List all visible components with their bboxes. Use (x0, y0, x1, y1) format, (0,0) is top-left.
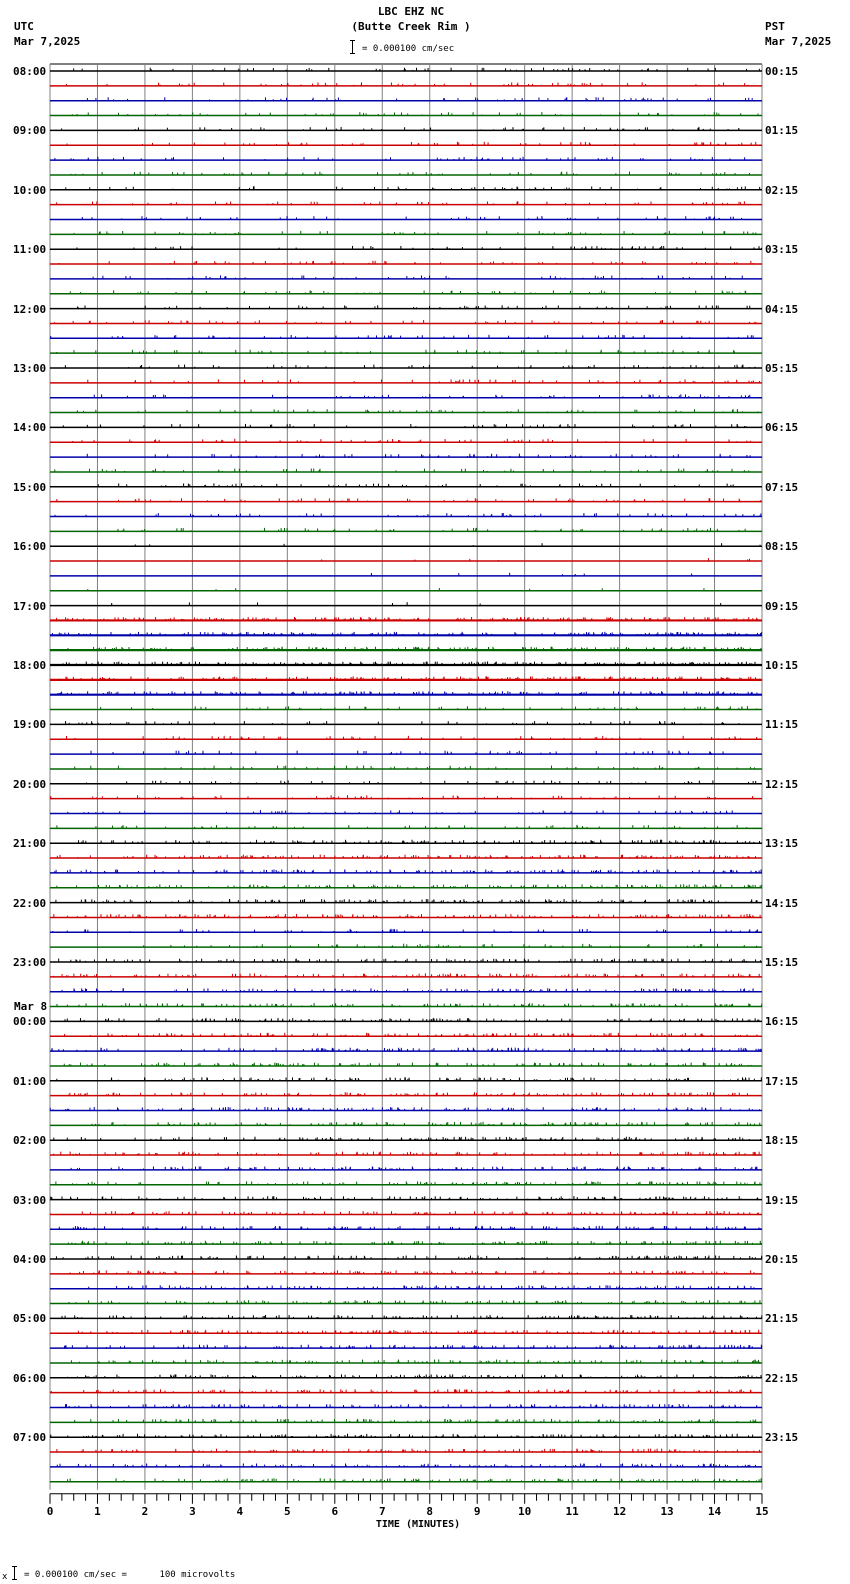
pst-hour-label: 04:15 (765, 302, 799, 316)
left-date-label: Mar 7,2025 (14, 35, 81, 48)
utc-hour-label: 04:00 (13, 1253, 47, 1266)
pst-hour-label: 08:15 (765, 540, 799, 554)
x-tick-label: 14 (707, 1504, 722, 1518)
utc-hour-label: 11:00 (13, 243, 47, 257)
pst-hour-label: 11:15 (765, 718, 799, 732)
utc-hour-label: 14:00 (13, 421, 47, 435)
pst-hour-label: 06:15 (765, 421, 799, 435)
utc-hour-label: 06:00 (13, 1371, 47, 1385)
pst-hour-label: 02:15 (765, 183, 799, 197)
x-tick-label: 13 (660, 1504, 674, 1518)
x-tick-label: 1 (94, 1504, 101, 1518)
utc-hour-label: 18:00 (13, 659, 47, 672)
pst-hour-label: 15:15 (765, 956, 799, 969)
pst-hour-label: 05:15 (765, 362, 799, 375)
pst-hour-label: 17:15 (765, 1074, 799, 1088)
utc-hour-label: 09:00 (13, 124, 47, 138)
station-title: LBC EHZ NC (377, 5, 445, 18)
pst-hour-label: 16:15 (765, 1015, 799, 1029)
x-tick-label: 6 (331, 1504, 339, 1518)
x-tick-label: 5 (284, 1504, 291, 1518)
utc-hour-label: 22:00 (13, 896, 47, 910)
pst-hour-label: 07:15 (765, 480, 799, 494)
pst-hour-label: 10:15 (765, 659, 799, 672)
x-tick-label: 3 (189, 1504, 196, 1518)
utc-hour-label: 01:00 (13, 1074, 47, 1088)
pst-hour-label: 03:15 (765, 243, 799, 257)
utc-hour-label: 20:00 (13, 777, 47, 791)
utc-hour-label: 12:00 (13, 302, 47, 316)
pst-hour-label: 12:15 (765, 777, 799, 791)
utc-hour-label: 15:00 (13, 480, 47, 494)
utc-hour-label: 19:00 (13, 718, 47, 732)
x-tick-label: 15 (755, 1504, 769, 1518)
right-date-label: Mar 7,2025 (765, 35, 832, 48)
footer-scale-bar-icon (14, 1566, 15, 1580)
utc-date-change-label: Mar 8 (14, 1000, 48, 1014)
x-tick-label: 10 (518, 1504, 532, 1518)
x-tick-label: 9 (473, 1504, 481, 1518)
x-tick-label: 4 (236, 1504, 244, 1518)
utc-hour-label: 07:00 (13, 1431, 47, 1445)
utc-hour-label: 16:00 (13, 540, 47, 554)
scale-label: = 0.000100 cm/sec (362, 44, 455, 54)
x-axis-title: TIME (MINUTES) (375, 1518, 461, 1530)
x-tick-label: 7 (378, 1504, 386, 1518)
pst-hour-label: 21:15 (765, 1312, 799, 1326)
pst-hour-label: 13:15 (765, 837, 799, 851)
x-tick-label: 12 (612, 1504, 627, 1518)
pst-hour-label: 23:15 (765, 1431, 799, 1445)
utc-hour-label: 02:00 (13, 1134, 47, 1148)
footer-prefix-mark: x (2, 1572, 8, 1582)
utc-hour-label: 21:00 (13, 837, 47, 851)
pst-hour-label: 00:15 (765, 65, 799, 78)
utc-hour-label: 10:00 (13, 183, 47, 197)
utc-hour-label: 00:00 (13, 1015, 47, 1029)
pst-hour-label: 22:15 (765, 1371, 799, 1385)
pst-hour-label: 19:15 (765, 1193, 799, 1207)
x-tick-label: 8 (426, 1504, 434, 1518)
footer-scale-note: = 0.000100 cm/sec = 100 microvolts (24, 1570, 236, 1580)
utc-hour-label: 08:00 (13, 65, 47, 78)
left-timezone-label: UTC (14, 20, 34, 33)
pst-hour-label: 18:15 (765, 1134, 799, 1148)
pst-hour-label: 09:15 (765, 599, 799, 613)
x-tick-label: 2 (141, 1504, 149, 1518)
utc-hour-label: 13:00 (13, 362, 47, 375)
pst-hour-label: 14:15 (765, 896, 799, 910)
utc-hour-label: 17:00 (13, 599, 47, 613)
x-tick-label: 0 (46, 1504, 54, 1518)
right-timezone-label: PST (765, 20, 785, 33)
x-tick-label: 11 (565, 1504, 579, 1518)
pst-hour-label: 01:15 (765, 124, 799, 138)
pst-hour-label: 20:15 (765, 1253, 799, 1266)
utc-hour-label: 05:00 (13, 1312, 47, 1326)
utc-hour-label: 03:00 (13, 1193, 47, 1207)
utc-hour-label: 23:00 (13, 956, 47, 969)
station-location: (Butte Creek Rim ) (351, 20, 471, 33)
